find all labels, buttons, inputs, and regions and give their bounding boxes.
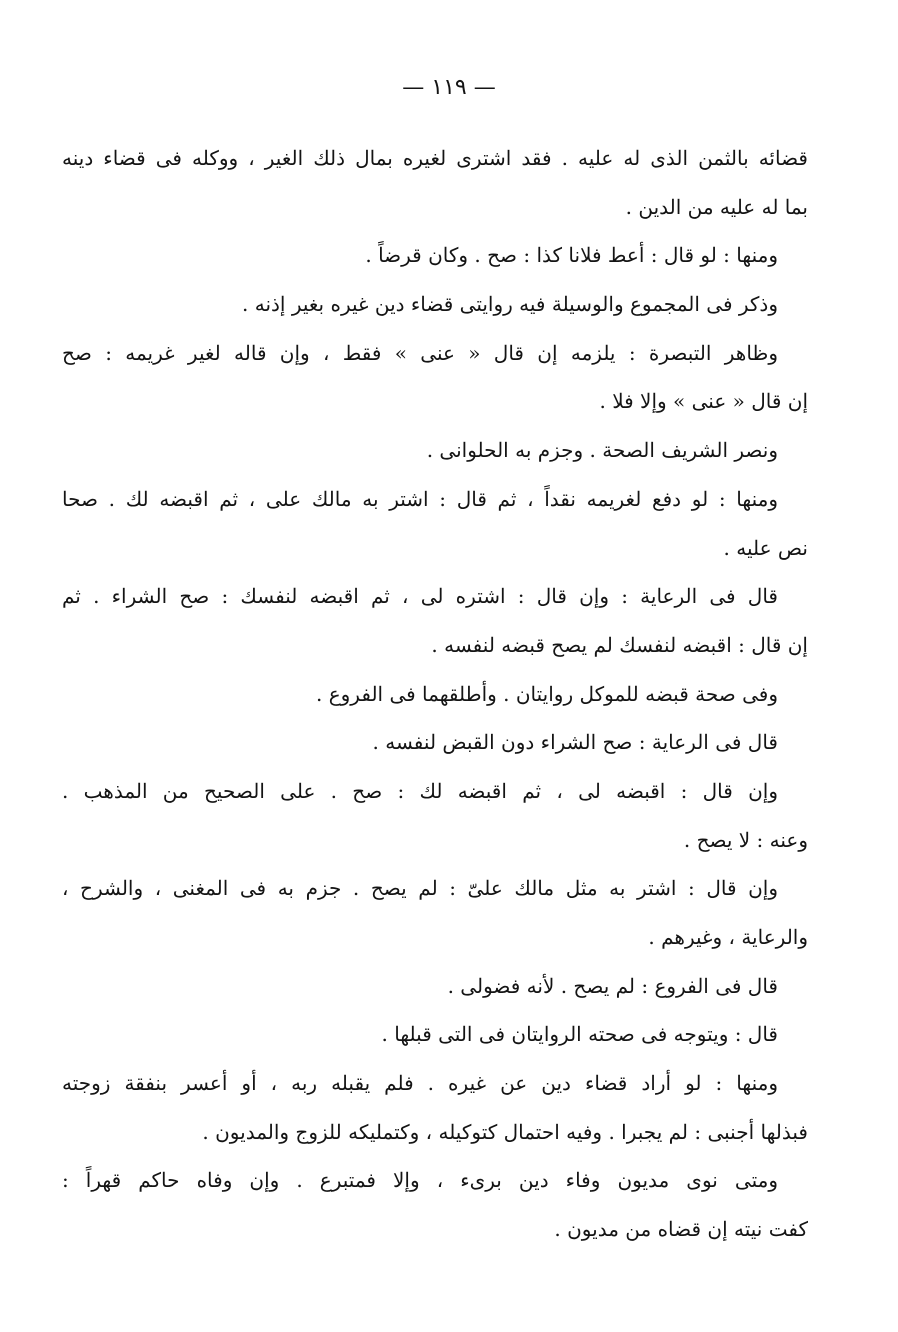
page-number: — ١١٩ — — [402, 75, 496, 100]
text-line: بما له عليه من الدين . — [625, 194, 808, 219]
text-line: قضائه بالثمن الذى له عليه . فقد اشترى لغيره بمال ذلك الغير ، ووكله فى قضاء دينه — [62, 146, 808, 170]
text-line: وفى صحة قبضه للموكل روايتان . وأطلقهما فى الفروع . — [315, 681, 778, 706]
text-line: وذكر فى المجموع والوسيلة فيه روايتى قضاء دين غيره بغير إذنه . — [242, 292, 778, 317]
text-line: قال فى الرعاية : وإن قال : اشتره لى ، ثم اقبضه لنفسك : صح الشراء . ثم — [62, 584, 778, 609]
text-line: نص عليه . — [723, 535, 808, 560]
text-line: ومتى نوى مديون وفاء دين برىء ، وإلا فمتبرع . وإن وفاه حاكم قهراً : — [62, 1168, 778, 1193]
text-line: قال فى الفروع : لم يصح . لأنه فضولى . — [447, 973, 778, 998]
text-line: قال فى الرعاية : صح الشراء دون القبض لنفسه . — [372, 730, 778, 755]
text-line: وظاهر التبصرة : يلزمه إن قال « عنى » فقط ، وإن قاله لغير غريمه : صح — [62, 340, 778, 365]
text-line: إن قال : اقبضه لنفسك لم يصح قبضه لنفسه . — [431, 632, 808, 657]
body-text — [62, 134, 808, 1254]
text-line: إن قال « عنى » وإلا فلا . — [599, 389, 808, 414]
text-line: وإن قال : اشتر به مثل مالك علىّ : لم يصح . جزم به فى المغنى ، والشرح ، — [62, 876, 778, 901]
text-line: ومنها : لو قال : أعط فلانا كذا : صح . وكان قرضاً . — [365, 243, 778, 268]
text-line: كفت نيته إن قضاه من مديون . — [554, 1217, 808, 1242]
text-line: وعنه : لا يصح . — [683, 827, 808, 852]
text-line: قال : ويتوجه فى صحته الروايتان فى التى قبلها . — [381, 1022, 778, 1047]
text-line: والرعاية ، وغيرهم . — [648, 925, 808, 949]
text-line: وإن قال : اقبضه لى ، ثم اقبضه لك : صح . على الصحيح من المذهب . — [62, 778, 778, 803]
text-line: ومنها : لو أراد قضاء دين عن غيره . فلم يقبله ربه ، أو أعسر بنفقة زوجته — [62, 1071, 778, 1096]
text-line: ومنها : لو دفع لغريمه نقداً ، ثم قال : اشتر به مالك على ، ثم اقبضه لك . صحا — [62, 486, 778, 511]
text-line: فبذلها أجنبى : لم يجبرا . وفيه احتمال كتوكيله ، وكتمليكه للزوج والمديون . — [202, 1119, 808, 1144]
text-line: ونصر الشريف الصحة . وجزم به الحلوانى . — [426, 438, 778, 463]
